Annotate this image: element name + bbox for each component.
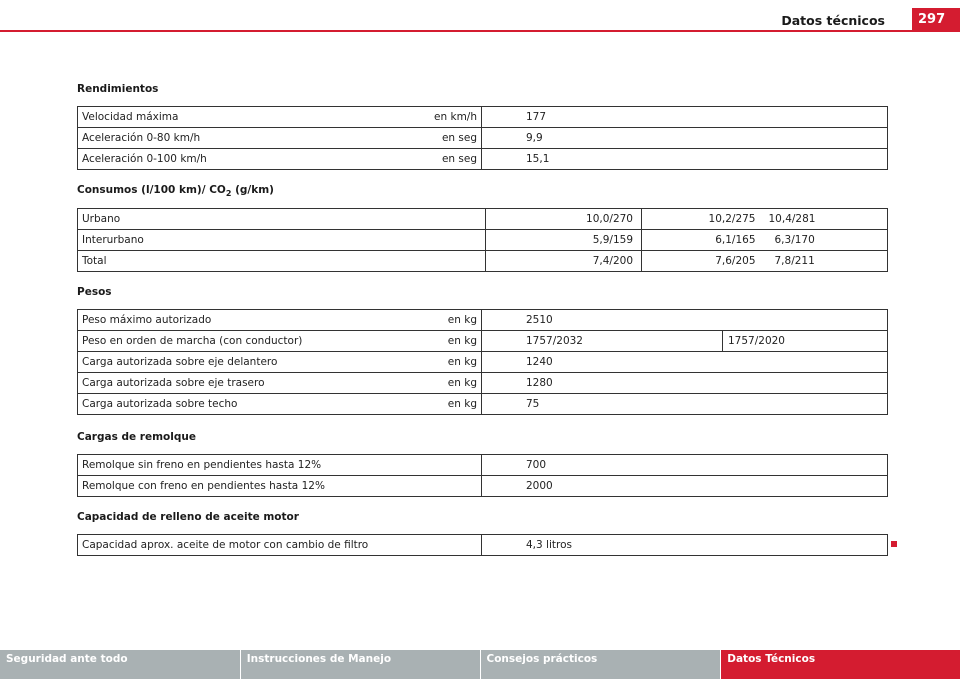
page-number: 297 xyxy=(912,8,960,32)
table-row xyxy=(78,209,888,230)
consumos-title-part: Consumos (l/100 km)/ CO xyxy=(77,184,226,196)
table-row xyxy=(78,107,888,128)
table-row xyxy=(78,373,888,394)
row-value: 7,8/211 xyxy=(764,251,888,272)
row-unit: en km/h xyxy=(338,107,482,128)
section-title-aceite: Capacidad de relleno de aceite motor xyxy=(77,511,299,523)
section-title-cargas: Cargas de remolque xyxy=(77,431,196,443)
row-label: Urbano xyxy=(78,209,486,230)
table-row xyxy=(78,352,888,373)
row-value: 2510 xyxy=(482,310,888,331)
table-row xyxy=(78,149,888,170)
section-title-consumos xyxy=(77,184,274,198)
row-unit: en kg xyxy=(418,352,482,373)
row-label: Remolque con freno en pendientes hasta 12% xyxy=(78,476,482,497)
row-label: Carga autorizada sobre techo xyxy=(78,394,418,415)
row-value: 700 xyxy=(482,455,888,476)
row-value: 2000 xyxy=(482,476,888,497)
section-title-rendimientos: Rendimientos xyxy=(77,83,159,95)
row-value: 10,0/270 xyxy=(486,209,642,230)
row-unit: en kg xyxy=(418,373,482,394)
row-label: Carga autorizada sobre eje trasero xyxy=(78,373,418,394)
footer-nav xyxy=(0,650,960,679)
table-consumos xyxy=(77,208,888,272)
row-label: Aceleración 0-100 km/h xyxy=(78,149,338,170)
row-label: Peso máximo autorizado xyxy=(78,310,418,331)
table-row xyxy=(78,535,888,556)
row-value: 7,6/205 xyxy=(642,251,764,272)
row-value: 1240 xyxy=(482,352,888,373)
row-value: 6,3/170 xyxy=(764,230,888,251)
row-value: 1757/2020 xyxy=(723,331,888,352)
table-row xyxy=(78,310,888,331)
row-value: 5,9/159 xyxy=(486,230,642,251)
row-label: Interurbano xyxy=(78,230,486,251)
table-pesos xyxy=(77,309,888,415)
row-unit: en seg xyxy=(338,128,482,149)
table-row xyxy=(78,455,888,476)
row-unit: en seg xyxy=(338,149,482,170)
row-label: Peso en orden de marcha (con conductor) xyxy=(78,331,418,352)
table-row xyxy=(78,331,888,352)
row-value: 7,4/200 xyxy=(486,251,642,272)
row-value: 1280 xyxy=(482,373,888,394)
row-label: Capacidad aprox. aceite de motor con cambio de filtro xyxy=(78,535,482,556)
page-header-title: Datos técnicos xyxy=(781,13,885,28)
footer-tab-datos-tecnicos[interactable]: Datos Técnicos xyxy=(721,650,960,679)
table-row xyxy=(78,128,888,149)
row-value: 4,3 litros xyxy=(482,535,888,556)
end-of-section-marker-icon xyxy=(891,541,897,547)
row-label: Carga autorizada sobre eje delantero xyxy=(78,352,418,373)
section-title-pesos: Pesos xyxy=(77,286,112,298)
row-value: 9,9 xyxy=(482,128,888,149)
row-value: 15,1 xyxy=(482,149,888,170)
row-value: 177 xyxy=(482,107,888,128)
row-value: 1757/2032 xyxy=(482,331,723,352)
footer-tab-instrucciones[interactable]: Instrucciones de Manejo xyxy=(241,650,480,679)
row-value: 75 xyxy=(482,394,888,415)
row-value: 6,1/165 xyxy=(642,230,764,251)
table-cargas xyxy=(77,454,888,497)
consumos-title-part: (g/km) xyxy=(231,184,274,196)
table-aceite xyxy=(77,534,888,556)
table-row xyxy=(78,230,888,251)
row-label: Total xyxy=(78,251,486,272)
row-label: Remolque sin freno en pendientes hasta 12% xyxy=(78,455,482,476)
row-unit: en kg xyxy=(418,310,482,331)
table-row xyxy=(78,476,888,497)
row-value: 10,4/281 xyxy=(764,209,888,230)
row-unit: en kg xyxy=(418,331,482,352)
row-label: Aceleración 0-80 km/h xyxy=(78,128,338,149)
table-rendimientos xyxy=(77,106,888,170)
table-row xyxy=(78,394,888,415)
footer-tab-consejos[interactable]: Consejos prácticos xyxy=(481,650,721,679)
footer-tab-seguridad[interactable]: Seguridad ante todo xyxy=(0,650,240,679)
row-label: Velocidad máxima xyxy=(78,107,338,128)
row-unit: en kg xyxy=(418,394,482,415)
header-rule xyxy=(0,30,960,32)
consumos-title-subscript: 2 xyxy=(225,189,232,199)
table-row xyxy=(78,251,888,272)
row-value: 10,2/275 xyxy=(642,209,764,230)
